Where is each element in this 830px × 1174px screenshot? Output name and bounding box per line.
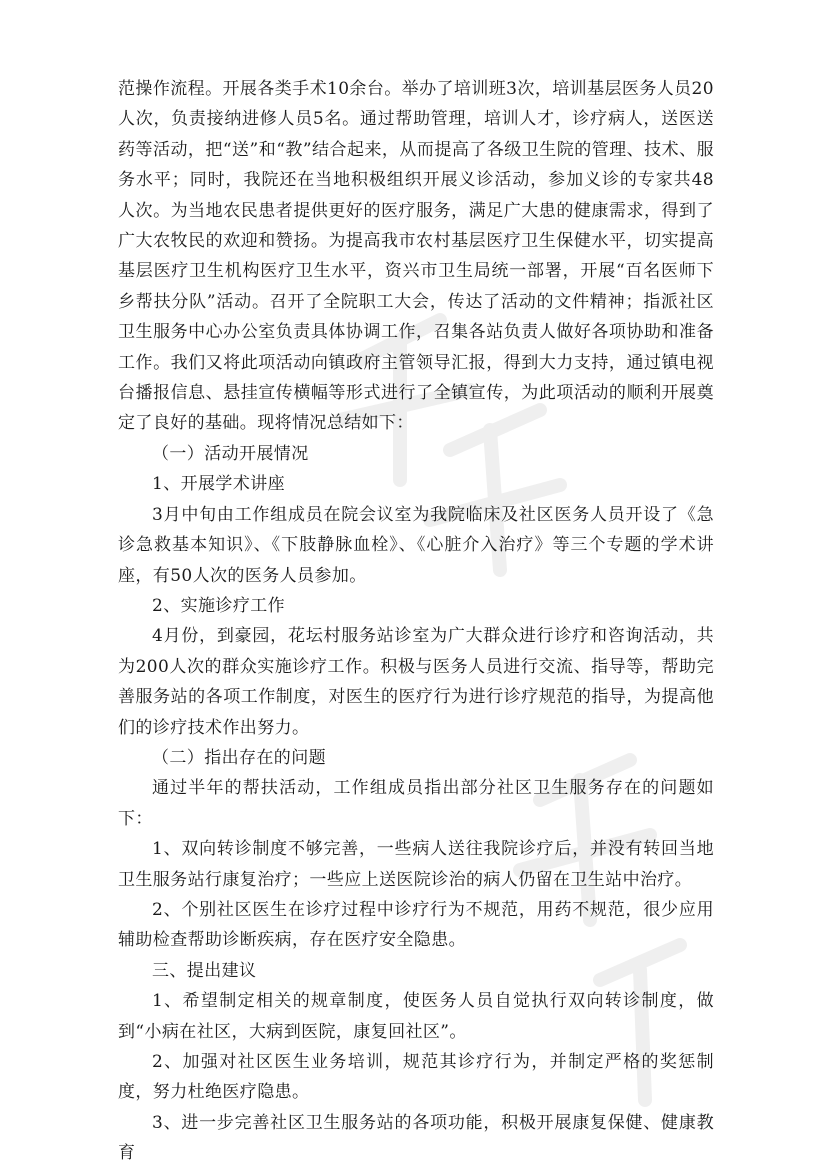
paragraph-problem-2: 2、个别社区医生在诊疗过程中诊疗行为不规范，用药不规范，很少应用辅助检查帮助诊断疾病，存在医疗安全隐患。 (118, 899, 714, 951)
subheading-treatment: 2、实施诊疗工作 (152, 595, 286, 616)
paragraph-intro: 范操作流程。开展各类手术10余台。举办了培训班3次，培训基层医务人员20人次，负责接纳进修人员5名。通过帮助管理，培训人才，诊疗病人，送医送药等活动，把“送”和“教”结合起来，从而提高了各级卫生院的管理、技术、服务水平；同时，我院还在当地积极组织开展义诊活动，参加义诊的专家共48人次。为当地农民患者提供更好的医疗服务，满足广大患的健康需求，得到了广大农牧民的欢迎和赞扬。为提高我市农村基层医疗卫生保健水平，切实提高基层医疗卫生机构医疗卫生水平，资兴市卫生局统一部署，开展“百名医师下乡帮扶分队”活动。召开了全院职工大会，传达了活动的文件精神；指派社区卫生服务中心办公室负责具体协调工作，召集各站负责人做好各项协助和准备工作。我们又将此项活动向镇政府主管领导汇报，得到大力支持，通过镇电视台播报信息、悬挂宣传横幅等形式进行了全镇宣传，为此项活动的顺利开展奠定了良好的基础。现将情况总结如下： (118, 79, 714, 434)
subheading-lectures: 1、开展学术讲座 (152, 474, 286, 495)
document-body (118, 74, 714, 1169)
paragraph-problems-intro: 通过半年的帮扶活动，工作组成员指出部分社区卫生服务存在的问题如下： (118, 778, 714, 829)
section-heading-activities: （一）活动开展情况 (152, 443, 309, 464)
paragraph-suggestion-1: 1、希望制定相关的规章制度，使医务人员自觉执行双向转诊制度，做到“小病在社区，大病到医院，康复回社区”。 (118, 991, 714, 1042)
section-heading-suggestions: 三、提出建议 (152, 960, 257, 981)
paragraph-treatment: 4月份，到豪园，花坛村服务站诊室为广大群众进行诊疗和咨询活动，共为200人次的群众实施诊疗工作。积极与医务人员进行交流、指导等，帮助完善服务站的各项工作制度，对医生的医疗行为进行诊疗规范的指导，为提高他们的诊疗技术作出努力。 (118, 626, 714, 738)
paragraph-lectures: 3月中旬由工作组成员在院会议室为我院临床及社区医务人员开设了《急诊急救基本知识》、《下肢静脉血栓》、《心脏介入治疗》等三个专题的学术讲座，有50人次的医务人员参加。 (118, 504, 714, 586)
paragraph-suggestion-3: 3、进一步完善社区卫生服务站的各项功能，积极开展康复保健、健康教育 (118, 1112, 714, 1164)
paragraph-problem-1: 1、双向转诊制度不够完善，一些病人送往我院诊疗后，并没有转回当地卫生服务站行康复治疗；一些应上送医院诊治的病人仍留在卫生站中治疗。 (118, 839, 714, 890)
section-heading-problems: （二）指出存在的问题 (152, 747, 326, 768)
paragraph-suggestion-2: 2、加强对社区医生业务培训，规范其诊疗行为，并制定严格的奖惩制度，努力杜绝医疗隐患。 (118, 1052, 714, 1103)
